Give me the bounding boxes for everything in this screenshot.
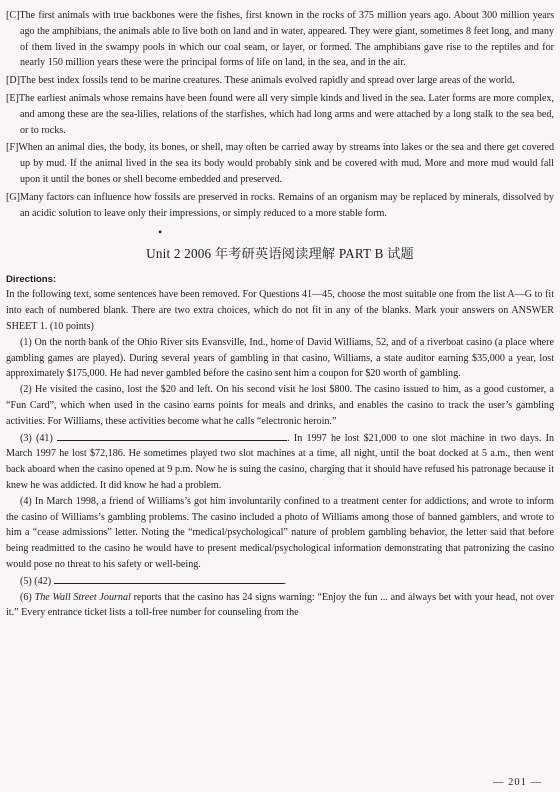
option-text: The best index fossils tend to be marine creatures. These animals evolved rapidly and spread over large areas of the world.	[20, 75, 515, 87]
option-tag: [F]	[6, 142, 19, 154]
bullet-dot: •	[158, 225, 163, 240]
option-tag: [D]	[6, 75, 21, 87]
paragraph-3-text: . In 1997 he lost $21,000 to one slot machine in two days. In March 1997 he lost $72,186. He sometimes played two slot machines at a time, all night, until the boat docked at 5 a.m., then went back aboard when the casino opened at 9 p.m. Now he is suing the casino, charging that it should have refused his patronage because it knew he was addicted. It did know he had a problem.	[6, 432, 554, 491]
page-number: — 201 —	[493, 777, 542, 788]
option-d	[6, 73, 554, 89]
page-content	[6, 8, 554, 621]
paragraph-6-text: reports that the casino has 24 signs warning: “Enjoy the fun ... and always bet with your head, not over it.” Every entrance ticket lists a toll-free number for counseling from the	[6, 591, 554, 619]
directions-label: Directions:	[6, 274, 57, 286]
option-text: The first animals with true backbones were the fishes, first known in the rocks of 375 million years ago. About 300 million years ago the amphibians, the animals able to live both on land and in water, appeared. They were giant, sometimes 8 feet long, and many of them lived in the swampy pools in which our coal seam, or layer, or formed. The amphibians gave rise to the reptiles and for nearly 150 million years these were the principal forms of life on land, in the sea, and in the air.	[19, 10, 554, 69]
answer-blank-42[interactable]	[54, 573, 284, 584]
passage-paragraph-4: (4) In March 1998, a friend of Williams’s got him involuntarily confined to a treatment center for addictions, and wrote to inform the casino of Williams’s gambling problems. The casino included a photo of Williams among those of banned gamblers, and wrote to him a “cease admissions” letter. Noting the “medical/psychological” nature of problem gambling behavior, the letter said that before being readmitted to the casino he would have to present medical/psychological information demonstrating that patronizing the casino would pose no threat to his safety or well-being.	[6, 495, 554, 570]
paragraph-5-end: .	[283, 575, 287, 587]
option-g	[6, 190, 554, 222]
passage-paragraph-3	[6, 430, 554, 494]
option-e	[6, 91, 554, 138]
option-list	[6, 8, 554, 221]
unit-title: Unit 2 2006 年考研英语阅读理解 PART B 试题	[146, 246, 414, 262]
paragraph-5-label: (5) (42)	[20, 575, 52, 587]
option-c	[6, 8, 554, 71]
passage-paragraph-2: (2) He visited the casino, lost the $20 and left. On his second visit he lost $800. The casino issued to him, as a good customer, a “Fun Card”, which when used in the casino earns points for meals and drinks, and enables the casino to track the user’s gambling activities. For Williams, these activities become what he calls “electronic heroin.”	[6, 384, 554, 427]
option-tag: [G]	[6, 191, 21, 203]
option-text: Many factors can influence how fossils are preserved in rocks. Remains of an organism may be replaced by minerals, dissolved by an acidic solution to leave only their impressions, or simply reduced to a more stable form.	[20, 191, 554, 219]
paragraph-3-label: (3) (41)	[20, 432, 53, 444]
passage-paragraph-1: (1) On the north bank of the Ohio River sits Evansville, Ind., home of David Williams, 52, and of a riverboat casino (a place where gambling games are played). During several years of gambling in that casino, Williams, a state auditor earning $35,000 a year, lost approximately $175,000. He had never gambled before the casino sent him a coupon for $20 worth of gambling.	[6, 336, 554, 380]
paragraph-6-label: (6)	[20, 591, 35, 603]
answer-blank-41[interactable]	[57, 430, 287, 441]
option-text: The earliest animals whose remains have been found were all very simple kinds and lived in the sea. Later forms are more complex, and among these are the sea-lilies, relations of the starfishes, which had long arms and were attached by a long stalk to the sea bed, or to rocks.	[18, 92, 554, 136]
option-tag: [C]	[6, 10, 20, 21]
passage-paragraph-6	[6, 590, 554, 622]
stray-dot	[6, 223, 554, 240]
passage-paragraph-5	[6, 573, 554, 590]
option-tag: [E]	[6, 92, 19, 104]
directions-text: In the following text, some sentences have been removed. For Questions 41—45, choose the most suitable one from the list A—G to fit into each of numbered blank. There are two extra choices, which do not fit in any of the blanks. Mark your answers on ANSWER SHEET 1. (10 points)	[6, 289, 554, 332]
option-f	[6, 140, 554, 187]
newspaper-title: The Wall Street Journal	[34, 591, 131, 603]
option-text: When an animal dies, the body, its bones, or shell, may often be carried away by streams into lakes or the sea and there get covered up by mud. If the animal lived in the sea its body would probably sink and be covered with mud. More and more mud would fall upon it until the bones or shell become embedded and preserved.	[18, 142, 554, 185]
